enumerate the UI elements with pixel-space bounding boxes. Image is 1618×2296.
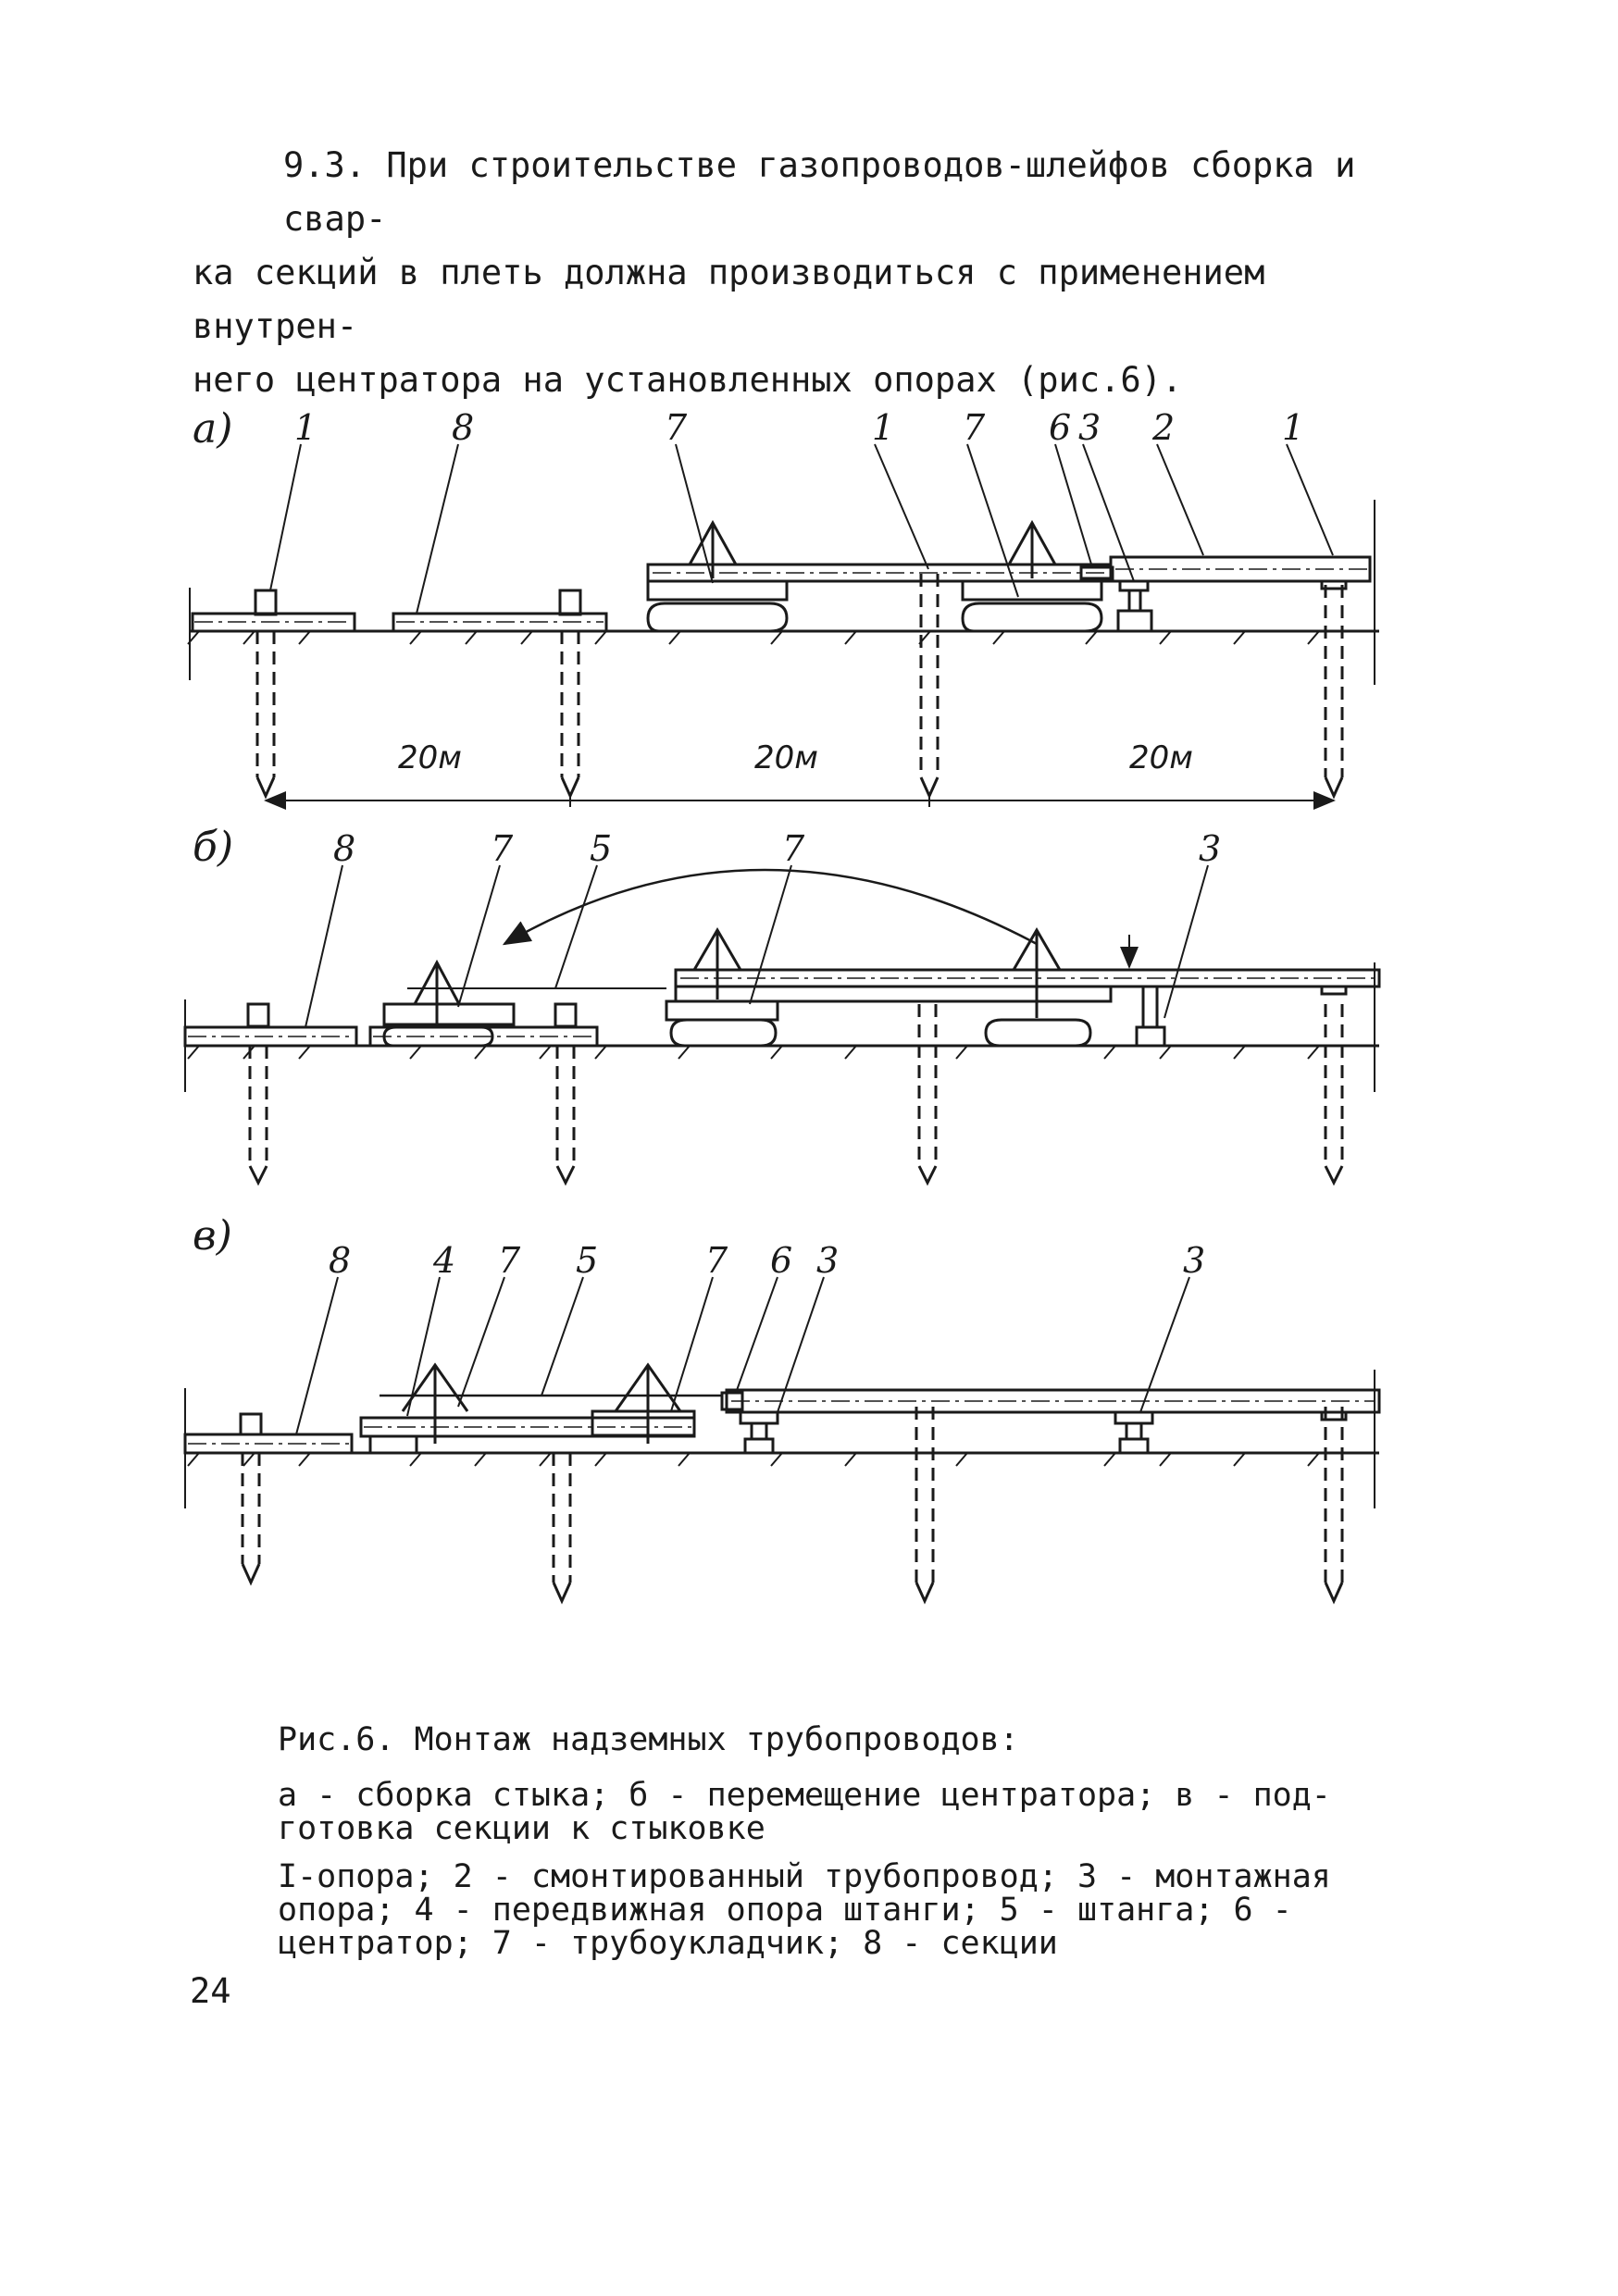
caption-line: опора; 4 - передвижная опора штанги; 5 - штанга; 6 -	[278, 1892, 1292, 1929]
callout: 6	[770, 1240, 793, 1281]
callout: 6	[1049, 407, 1072, 448]
callout: 2	[1152, 407, 1176, 448]
callout: 3	[1078, 407, 1101, 448]
panel-b	[185, 865, 1379, 1183]
callout: 7	[665, 407, 688, 448]
caption-line: I-опора; 2 - смонтированный трубопровод; 3 - монтажная	[278, 1858, 1331, 1895]
panel-c	[185, 1277, 1379, 1601]
dimension-label: 20м	[398, 739, 462, 776]
caption-title: Рис.6. Монтаж надземных трубопроводов:	[278, 1721, 1019, 1758]
dimension-label: 20м	[1129, 739, 1193, 776]
callout: 3	[1199, 828, 1222, 869]
callout: 8	[452, 407, 475, 448]
pile	[562, 631, 579, 796]
callout: 7	[963, 407, 986, 448]
paragraph-line: ка секций в плеть должна производиться с применением внутрен-	[193, 253, 1265, 346]
callout: 1	[872, 407, 895, 448]
pile	[1326, 585, 1342, 796]
callout: 1	[294, 407, 317, 448]
panel-letter: а)	[193, 405, 233, 453]
pile	[921, 574, 938, 796]
caption-line: готовка секции к стыковке	[278, 1810, 765, 1847]
callout: 3	[816, 1240, 840, 1281]
caption-line: а - сборка стыка; б - перемещение центратора; в - под-	[278, 1777, 1331, 1814]
callout: 8	[333, 828, 356, 869]
caption-line: центратор; 7 - трубоукладчик; 8 - секции	[278, 1925, 1058, 1962]
callout: 7	[705, 1240, 728, 1281]
callout: 5	[576, 1240, 599, 1281]
panel-c-labels	[193, 1212, 1205, 1281]
section-paragraph	[193, 139, 1414, 407]
callout: 3	[1183, 1240, 1206, 1281]
callout: 5	[590, 828, 613, 869]
pipelayer	[648, 523, 787, 631]
figure-caption	[278, 1719, 1388, 1975]
callout: 8	[329, 1240, 352, 1281]
caption-parts	[278, 1779, 1388, 1845]
panel-letter: в)	[193, 1212, 232, 1260]
page-number: 24	[190, 1971, 231, 2011]
panel-b-labels	[193, 824, 1221, 871]
mounting-support	[1118, 581, 1151, 631]
figure-6-diagram	[0, 389, 1618, 1629]
paragraph-line: 9.3. При строительстве газопроводов-шлейфов сборка и свар-	[283, 145, 1356, 239]
paragraph-line: него центратора на установленных опорах (рис.6).	[193, 360, 1183, 400]
caption-legend	[278, 1860, 1388, 1960]
callout: 4	[433, 1240, 456, 1281]
callout: 1	[1282, 407, 1305, 448]
callout: 7	[782, 828, 805, 869]
callout: 7	[491, 828, 514, 869]
pile	[257, 631, 274, 796]
callout: 7	[498, 1240, 521, 1281]
dimension-label: 20м	[754, 739, 818, 776]
panel-letter: б)	[193, 824, 234, 871]
